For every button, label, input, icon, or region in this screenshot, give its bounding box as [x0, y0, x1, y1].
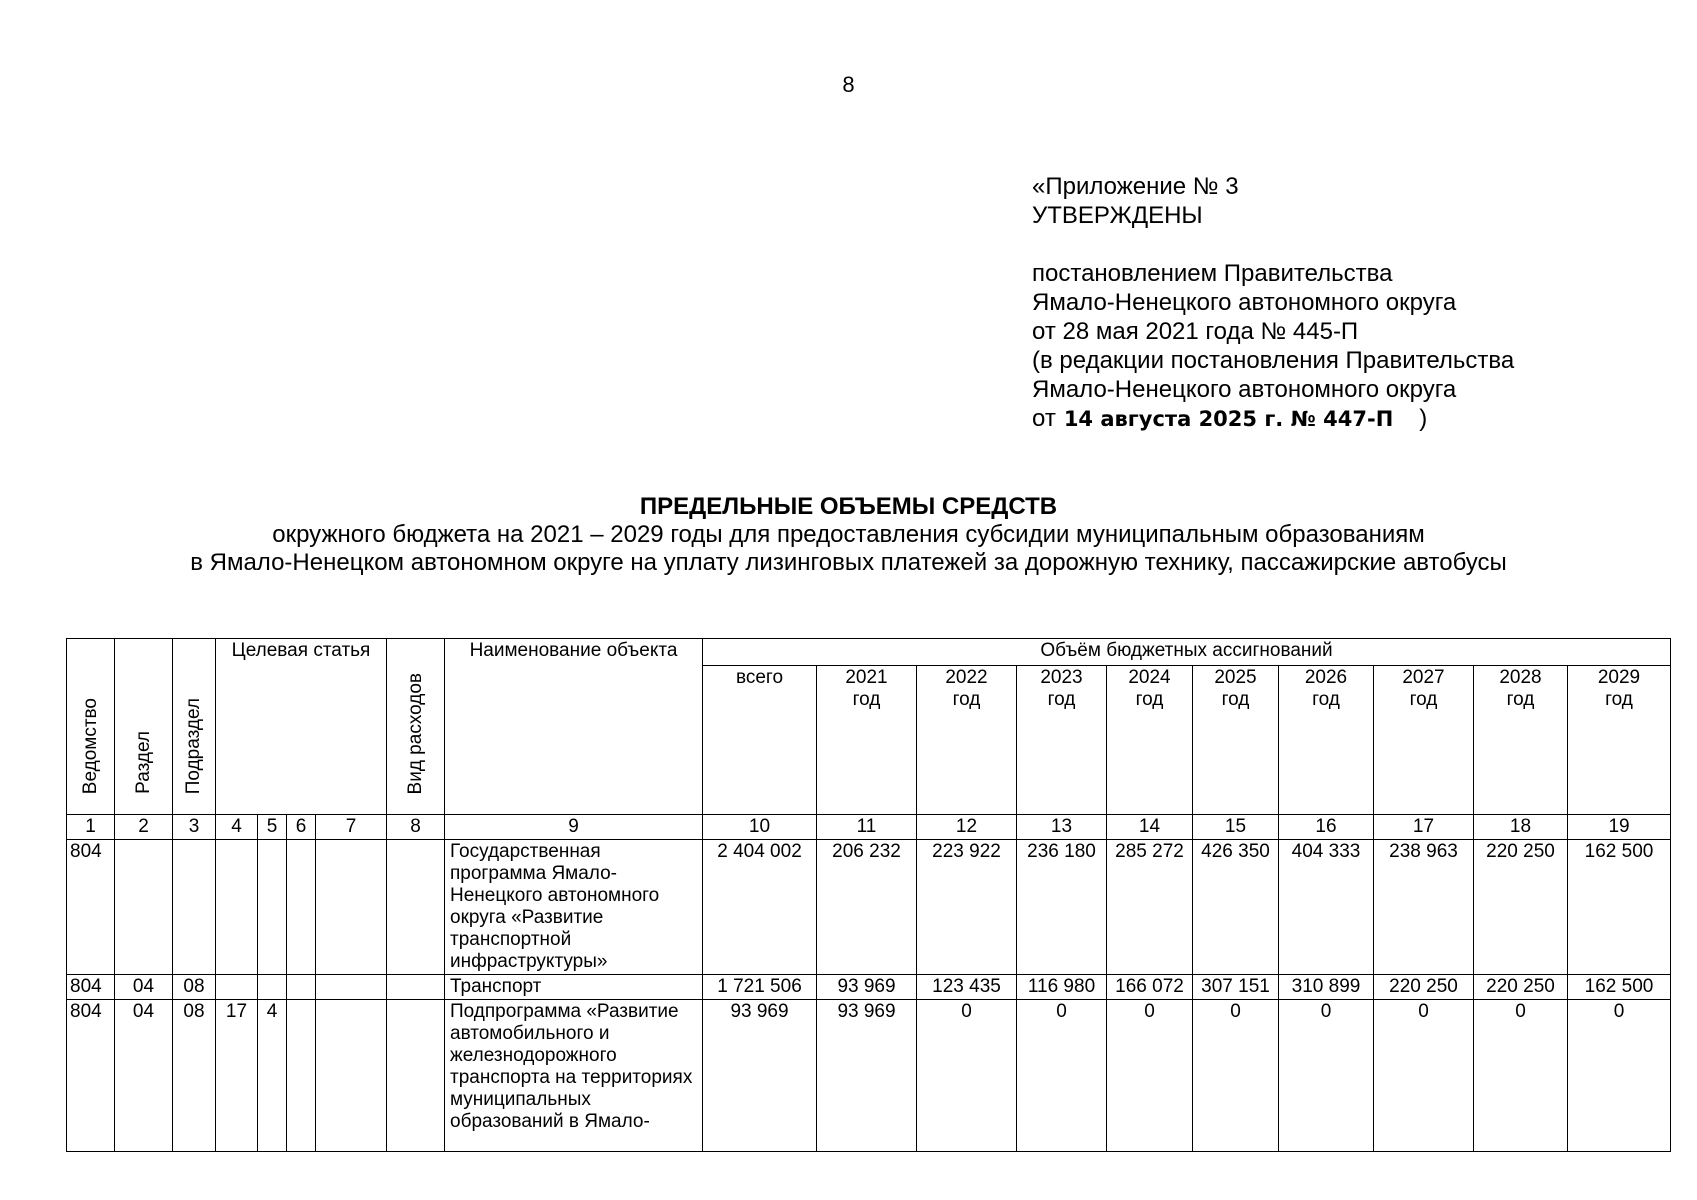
cell-object-name: Транспорт [445, 975, 703, 1000]
cell-2023: 236 180 [1017, 840, 1107, 975]
cell-section: 04 [115, 975, 173, 1000]
cell-2025: 307 151 [1193, 975, 1279, 1000]
header-target-article: Целевая статья [216, 639, 387, 815]
column-number: 7 [316, 815, 387, 840]
header-year-2027: 2027 год [1374, 665, 1474, 814]
cell-target-4 [316, 1000, 387, 1152]
column-number: 14 [1107, 815, 1193, 840]
column-number: 8 [387, 815, 445, 840]
cell-2023: 0 [1017, 1000, 1107, 1152]
column-number: 6 [287, 815, 316, 840]
cell-2025: 0 [1193, 1000, 1279, 1152]
cell-target-4 [316, 975, 387, 1000]
header-department: Ведомство [67, 639, 115, 815]
cell-2021: 206 232 [817, 840, 917, 975]
subtitle-line-2: в Ямало-Ненецком автономном округе на уплату лизинговых платежей за дорожную технику, пассажирские автобусы [190, 549, 1507, 576]
cell-2027: 220 250 [1374, 975, 1474, 1000]
cell-2026: 310 899 [1279, 975, 1374, 1000]
cell-department: 804 [67, 975, 115, 1000]
cell-2026: 404 333 [1279, 840, 1374, 975]
approval-close-paren: ) [1419, 405, 1428, 432]
cell-target-2 [258, 840, 287, 975]
cell-2028: 220 250 [1474, 840, 1568, 975]
column-number: 12 [917, 815, 1017, 840]
approval-appendix-line: «Приложение № 3 [1032, 173, 1239, 200]
cell-object-name: Государственная программа Ямало-Ненецкого автономного округа «Развитие транспортной инфраструктуры» [445, 840, 703, 975]
table-row [67, 975, 1671, 1000]
header-row-1 [67, 639, 1671, 666]
header-year-2029: 2029 год [1568, 665, 1671, 814]
cell-object-name: Подпрограмма «Развитие автомобильного и железнодорожного транспорта на территориях муниципальных образований в Ямало- [445, 1000, 703, 1152]
cell-2028: 220 250 [1474, 975, 1568, 1000]
column-number: 5 [258, 815, 287, 840]
column-number: 13 [1017, 815, 1107, 840]
header-year-2023: 2023 год [1017, 665, 1107, 814]
approval-from-prefix: от [1032, 405, 1056, 432]
cell-department: 804 [67, 1000, 115, 1152]
column-number: 15 [1193, 815, 1279, 840]
cell-2026: 0 [1279, 1000, 1374, 1152]
cell-total: 1 721 506 [703, 975, 817, 1000]
cell-expense-type [387, 840, 445, 975]
subtitle-line-1: окружного бюджета на 2021 – 2029 годы для предоставления субсидии муниципальным образованиям [272, 521, 1425, 548]
cell-subsection [173, 840, 216, 975]
cell-2023: 116 980 [1017, 975, 1107, 1000]
cell-target-3 [287, 840, 316, 975]
cell-2025: 426 350 [1193, 840, 1279, 975]
header-year-2028: 2028 год [1474, 665, 1568, 814]
header-year-2021: 2021 год [817, 665, 917, 814]
header-year-2025: 2025 год [1193, 665, 1279, 814]
page-number: 8 [842, 72, 855, 97]
cell-2029: 162 500 [1568, 840, 1671, 975]
cell-department: 804 [67, 840, 115, 975]
column-number: 19 [1568, 815, 1671, 840]
header-budget-volume: Объём бюджетных ассигнований [703, 639, 1671, 666]
cell-2022: 223 922 [917, 840, 1017, 975]
header-year-2022: 2022 год [917, 665, 1017, 814]
approval-amendment-date-line [1032, 404, 1514, 434]
cell-target-3 [287, 975, 316, 1000]
cell-2024: 285 272 [1107, 840, 1193, 975]
cell-target-2: 4 [258, 1000, 287, 1152]
header-total: всего [703, 665, 817, 814]
cell-expense-type [387, 1000, 445, 1152]
header-year-2026: 2026 год [1279, 665, 1374, 814]
column-number: 16 [1279, 815, 1374, 840]
cell-section [115, 840, 173, 975]
header-section: Раздел [115, 639, 173, 815]
header-year-2024: 2024 год [1107, 665, 1193, 814]
approval-amendment-date: 14 августа 2025 г. № 447-П [1063, 407, 1394, 431]
table-row [67, 840, 1671, 975]
cell-target-1 [216, 975, 258, 1000]
cell-target-1: 17 [216, 1000, 258, 1152]
header-subsection: Подраздел [173, 639, 216, 815]
column-number: 11 [817, 815, 917, 840]
header-expense-type: Вид расходов [387, 639, 445, 815]
column-number: 4 [216, 815, 258, 840]
column-number: 17 [1374, 815, 1474, 840]
cell-2027: 0 [1374, 1000, 1474, 1152]
column-number: 18 [1474, 815, 1568, 840]
cell-2021: 93 969 [817, 1000, 917, 1152]
column-number: 10 [703, 815, 817, 840]
approval-resolution-line: постановлением Правительства [1032, 260, 1393, 287]
document-title [0, 493, 1697, 577]
approval-region-line-2: Ямало-Ненецкого автономного округа [1032, 376, 1457, 403]
cell-subsection: 08 [173, 1000, 216, 1152]
cell-section: 04 [115, 1000, 173, 1152]
column-number: 1 [67, 815, 115, 840]
cell-2028: 0 [1474, 1000, 1568, 1152]
cell-subsection: 08 [173, 975, 216, 1000]
cell-target-1 [216, 840, 258, 975]
approval-region-line: Ямало-Ненецкого автономного округа [1032, 289, 1457, 316]
approval-block [1032, 172, 1514, 434]
cell-2022: 123 435 [917, 975, 1017, 1000]
cell-2024: 166 072 [1107, 975, 1193, 1000]
approval-amendment-line: (в редакции постановления Правительства [1032, 347, 1515, 374]
cell-2029: 0 [1568, 1000, 1671, 1152]
cell-expense-type [387, 975, 445, 1000]
cell-total: 93 969 [703, 1000, 817, 1152]
table-row [67, 1000, 1671, 1152]
cell-target-2 [258, 975, 287, 1000]
cell-2021: 93 969 [817, 975, 917, 1000]
approval-original-date-line: от 28 мая 2021 года № 445-П [1032, 318, 1359, 345]
column-number: 9 [445, 815, 703, 840]
column-number: 2 [115, 815, 173, 840]
cell-total: 2 404 002 [703, 840, 817, 975]
column-number: 3 [173, 815, 216, 840]
cell-2024: 0 [1107, 1000, 1193, 1152]
cell-2029: 162 500 [1568, 975, 1671, 1000]
main-title: ПРЕДЕЛЬНЫЕ ОБЪЕМЫ СРЕДСТВ [639, 493, 1058, 520]
cell-2022: 0 [917, 1000, 1017, 1152]
cell-2027: 238 963 [1374, 840, 1474, 975]
cell-target-4 [316, 840, 387, 975]
cell-target-3 [287, 1000, 316, 1152]
header-object-name: Наименование объекта [445, 639, 703, 815]
column-numbers-row [67, 815, 1671, 840]
budget-table [66, 638, 1671, 1152]
approval-approved-line: УТВЕРЖДЕНЫ [1032, 202, 1203, 229]
